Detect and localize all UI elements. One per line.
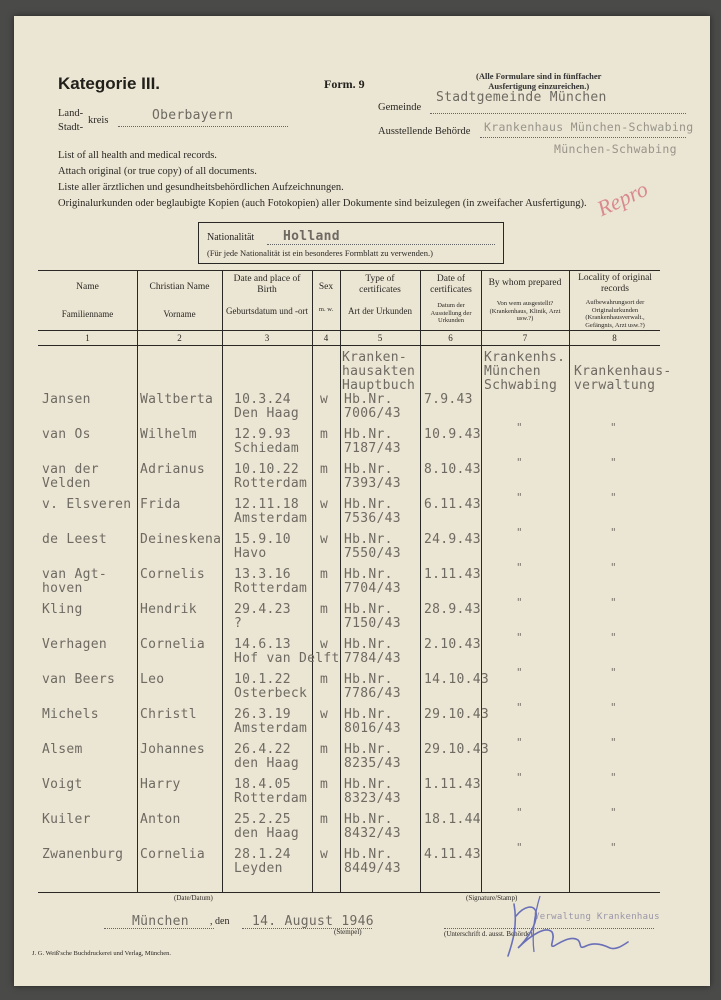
cell-prepared-by-ditto: " bbox=[516, 526, 523, 539]
cell-cert-line1: Hb.Nr. bbox=[344, 532, 393, 547]
cell-cert-line1: Hb.Nr. bbox=[344, 847, 393, 862]
cell-birth-date: 29.4.23 bbox=[234, 602, 291, 617]
behoerde-underline bbox=[480, 137, 686, 138]
cell-surname: van Agt- bbox=[42, 567, 108, 582]
cell-cert-date: 6.11.43 bbox=[424, 497, 481, 512]
cell-surname: van Beers bbox=[42, 672, 116, 687]
behoerde-value-line2: München-Schwabing bbox=[554, 142, 677, 156]
cell-locality-ditto: " bbox=[610, 421, 617, 434]
cell-cert-line1: Hb.Nr. bbox=[344, 742, 393, 757]
cell-prepared-by-ditto: " bbox=[516, 701, 523, 714]
cell-cert-line1: Hb.Nr. bbox=[344, 497, 393, 512]
cell-first-name: Anton bbox=[140, 812, 181, 827]
cell-cert-line2: 7704/43 bbox=[344, 581, 401, 596]
cell-prepared-by-ditto: " bbox=[516, 421, 523, 434]
cell-birth-date: 14.6.13 bbox=[234, 637, 291, 652]
cell-sex: m bbox=[320, 462, 329, 477]
cell-cert-date: 10.9.43 bbox=[424, 427, 481, 442]
cell-sex: w bbox=[320, 532, 329, 547]
cell-sex: m bbox=[320, 812, 329, 827]
cell-sex: m bbox=[320, 742, 329, 757]
col-header-de: m. w. bbox=[318, 306, 334, 313]
cell-birth-place: Hof van Delft bbox=[234, 651, 340, 666]
cell-birth-place: den Haag bbox=[234, 756, 300, 771]
cell-first-name: Hendrik bbox=[140, 602, 197, 617]
cell-sex: m bbox=[320, 602, 329, 617]
instruction-line: Originalurkunden oder beglaubigte Kopien (auch Fotokopien) aller Dokumente sind beizulegen (in zweifacher Ausfertigung). bbox=[58, 198, 587, 209]
cell-surname: van der bbox=[42, 462, 99, 477]
col-divider bbox=[481, 270, 482, 892]
instruction-line: List of all health and medical records. bbox=[58, 150, 217, 161]
col-divider bbox=[312, 270, 313, 892]
cell-prepared-by-ditto: " bbox=[516, 491, 523, 504]
cell-locality-ditto: " bbox=[610, 736, 617, 749]
cell-cert-line2: 7550/43 bbox=[344, 546, 401, 561]
gemeinde-value: Stadtgemeinde München bbox=[436, 90, 607, 105]
col-number: 7 bbox=[522, 333, 528, 343]
nationality-box bbox=[198, 222, 504, 264]
cell-birth-place: Leyden bbox=[234, 861, 283, 876]
cell-birth-date: 15.9.10 bbox=[234, 532, 291, 547]
cell-first-name: Wilhelm bbox=[140, 427, 197, 442]
signature-label: (Signature/Stamp) bbox=[466, 894, 518, 902]
cell-sex: w bbox=[320, 392, 329, 407]
cell-locality-ditto: " bbox=[610, 806, 617, 819]
table-header-border bbox=[38, 330, 660, 331]
cell-first-name: Leo bbox=[140, 672, 165, 687]
cell-surname: Michels bbox=[42, 707, 99, 722]
cell-cert-date: 1.11.43 bbox=[424, 777, 481, 792]
cell-birth-date: 18.4.05 bbox=[234, 777, 291, 792]
form-number: Form. 9 bbox=[324, 77, 365, 91]
cell-birth-place: Amsterdam bbox=[234, 511, 308, 526]
col-divider bbox=[137, 270, 138, 892]
cell-prepared-by-ditto: " bbox=[516, 561, 523, 574]
cell-cert-date: 14.10.43 bbox=[424, 672, 490, 687]
col-header-en: Sex bbox=[318, 282, 334, 292]
cell-birth-date: 10.1.22 bbox=[234, 672, 291, 687]
cell-cert-date: 24.9.43 bbox=[424, 532, 481, 547]
cell-surname: Kuiler bbox=[42, 812, 91, 827]
stempel-label: (Stempel) bbox=[334, 928, 362, 936]
cell-cert-date: 29.10.43 bbox=[424, 707, 490, 722]
col-header-en: Locality of original records bbox=[578, 273, 652, 294]
cell-first-name: Frida bbox=[140, 497, 181, 512]
category-title: Kategorie III. bbox=[58, 74, 161, 93]
table-top-border bbox=[38, 270, 660, 271]
cell-surname: Voigt bbox=[42, 777, 83, 792]
locality-line1: Krankenhaus- bbox=[574, 364, 672, 379]
cell-surname: Jansen bbox=[42, 392, 91, 407]
col-divider bbox=[569, 270, 570, 892]
document-page bbox=[14, 16, 710, 986]
cell-cert-line1: Hb.Nr. bbox=[344, 392, 393, 407]
cell-cert-date: 28.9.43 bbox=[424, 602, 481, 617]
col-header-de: Aufbewahrungsort der Originalurkunden (Krankenhausverwalt., Gefängnis, Arzt usw.?) bbox=[585, 299, 645, 329]
col-header-de: Von wem ausgestellt? (Krankenhaus, Klinik, Arzt usw.?) bbox=[489, 300, 561, 322]
cell-first-name: Cornelia bbox=[140, 637, 206, 652]
cell-surname: van Os bbox=[42, 427, 91, 442]
col-header-en: Christian Name bbox=[149, 282, 210, 292]
col-number: 6 bbox=[448, 333, 453, 343]
cell-cert-date: 2.10.43 bbox=[424, 637, 481, 652]
cell-cert-line2: 8432/43 bbox=[344, 826, 401, 841]
cell-cert-line2: 7786/43 bbox=[344, 686, 401, 701]
cell-prepared-by-ditto: " bbox=[516, 736, 523, 749]
col-header-de: Art der Urkunden bbox=[348, 306, 412, 316]
cell-cert-date: 8.10.43 bbox=[424, 462, 481, 477]
cell-birth-date: 10.10.22 bbox=[234, 462, 300, 477]
signature-icon bbox=[494, 886, 634, 966]
footer-place: München bbox=[132, 914, 189, 929]
cell-birth-date: 13.3.16 bbox=[234, 567, 291, 582]
cell-birth-date: 26.3.19 bbox=[234, 707, 291, 722]
cell-cert-line1: Hb.Nr. bbox=[344, 637, 393, 652]
behoerde-value-line1: Krankenhaus München-Schwabing bbox=[484, 120, 694, 134]
cell-first-name: Adrianus bbox=[140, 462, 206, 477]
cell-cert-line2: 7536/43 bbox=[344, 511, 401, 526]
cell-locality-ditto: " bbox=[610, 491, 617, 504]
col-header-en: Name bbox=[76, 282, 99, 292]
cell-surname: v. Elsveren bbox=[42, 497, 132, 512]
printer-imprint: J. G. Weiß'sche Buchdruckerei und Verlag, München. bbox=[32, 950, 172, 957]
copies-note-line1: (Alle Formulare sind in fünffacher bbox=[476, 71, 602, 81]
prepared-by-line2: München bbox=[484, 364, 541, 379]
col-number: 3 bbox=[264, 333, 270, 343]
land-label: Land- bbox=[58, 108, 84, 119]
cell-birth-date: 12.11.18 bbox=[234, 497, 300, 512]
cert-type-line1: Kranken- bbox=[342, 350, 408, 365]
cell-cert-line2: 8323/43 bbox=[344, 791, 401, 806]
date-label: (Date/Datum) bbox=[174, 894, 213, 902]
cell-cert-line1: Hb.Nr. bbox=[344, 672, 393, 687]
cell-sex: m bbox=[320, 567, 329, 582]
prepared-by-line1: Krankenhs. bbox=[484, 350, 566, 365]
cell-birth-place: Havo bbox=[234, 546, 267, 561]
cell-locality-ditto: " bbox=[610, 526, 617, 539]
cell-cert-line2: 7784/43 bbox=[344, 651, 401, 666]
cell-birth-place: den Haag bbox=[234, 826, 300, 841]
nationality-underline bbox=[267, 244, 495, 245]
cell-locality-ditto: " bbox=[610, 701, 617, 714]
behoerde-label: Ausstellende Behörde bbox=[378, 126, 471, 137]
cell-cert-line1: Hb.Nr. bbox=[344, 427, 393, 442]
cell-first-name: Christl bbox=[140, 707, 197, 722]
cell-cert-date: 29.10.43 bbox=[424, 742, 490, 757]
footer-date: 14. August 1946 bbox=[252, 914, 374, 929]
col-number: 8 bbox=[612, 333, 617, 343]
cell-locality-ditto: " bbox=[610, 666, 617, 679]
cell-birth-date: 10.3.24 bbox=[234, 392, 291, 407]
cell-birth-date: 12.9.93 bbox=[234, 427, 291, 442]
kreis-label: kreis bbox=[88, 115, 109, 126]
col-divider bbox=[420, 270, 421, 892]
footer-den: , den bbox=[210, 916, 230, 927]
cell-surname: Alsem bbox=[42, 742, 83, 757]
col-number: 1 bbox=[85, 333, 90, 343]
cell-cert-date: 4.11.43 bbox=[424, 847, 481, 862]
cell-cert-line2: 8235/43 bbox=[344, 756, 401, 771]
table-number-border bbox=[38, 345, 660, 346]
nationality-value: Holland bbox=[283, 229, 340, 244]
copies-note bbox=[476, 71, 601, 91]
cert-type-line3: Hauptbuch bbox=[342, 378, 416, 393]
col-number: 5 bbox=[377, 333, 383, 343]
cell-prepared-by-ditto: " bbox=[516, 771, 523, 784]
cell-locality-ditto: " bbox=[610, 456, 617, 469]
cell-prepared-by-ditto: " bbox=[516, 456, 523, 469]
cell-surname-line2: Velden bbox=[42, 476, 91, 491]
stamp-text: Verwaltung Krankenhaus bbox=[534, 912, 660, 922]
cell-cert-line2: 7393/43 bbox=[344, 476, 401, 491]
cell-locality-ditto: " bbox=[610, 841, 617, 854]
cell-cert-line1: Hb.Nr. bbox=[344, 462, 393, 477]
col-header-en: Date and place of Birth bbox=[233, 274, 301, 295]
cell-sex: w bbox=[320, 637, 329, 652]
col-header-de: Datum der Ausstellung der Urkunden bbox=[430, 302, 472, 324]
cell-surname-line2: hoven bbox=[42, 581, 83, 596]
cell-birth-place: Rotterdam bbox=[234, 791, 308, 806]
cell-first-name: Johannes bbox=[140, 742, 206, 757]
cell-cert-date: 18.1.44 bbox=[424, 812, 481, 827]
cell-cert-date: 7.9.43 bbox=[424, 392, 473, 407]
kreis-underline bbox=[118, 126, 288, 127]
gemeinde-underline bbox=[430, 113, 686, 114]
cell-birth-place: Osterbeck bbox=[234, 686, 308, 701]
cell-cert-line2: 8016/43 bbox=[344, 721, 401, 736]
cell-surname: Kling bbox=[42, 602, 83, 617]
col-header-de: Familienname bbox=[61, 309, 114, 319]
cell-sex: w bbox=[320, 707, 329, 722]
cell-surname: Verhagen bbox=[42, 637, 108, 652]
col-header-en: By whom prepared bbox=[488, 278, 562, 288]
cell-sex: m bbox=[320, 672, 329, 687]
cell-birth-date: 26.4.22 bbox=[234, 742, 291, 757]
cell-first-name: Waltberta bbox=[140, 392, 214, 407]
unterschrift-label: (Unterschrift d. ausst. Behörde) bbox=[444, 930, 533, 938]
col-divider bbox=[222, 270, 223, 892]
cell-locality-ditto: " bbox=[610, 596, 617, 609]
cell-sex: m bbox=[320, 427, 329, 442]
nationality-note: (Für jede Nationalität ist ein besonderes Formblatt zu verwenden.) bbox=[207, 248, 433, 258]
cell-cert-line1: Hb.Nr. bbox=[344, 567, 393, 582]
cell-prepared-by-ditto: " bbox=[516, 631, 523, 644]
cell-birth-place: Den Haag bbox=[234, 406, 300, 421]
nationality-label: Nationalität bbox=[207, 232, 255, 243]
instructions bbox=[58, 148, 587, 212]
col-number: 4 bbox=[323, 333, 329, 343]
cell-cert-line1: Hb.Nr. bbox=[344, 777, 393, 792]
cert-type-line2: hausakten bbox=[342, 364, 416, 379]
cell-locality-ditto: " bbox=[610, 771, 617, 784]
red-handwritten-mark: Repro bbox=[592, 176, 652, 222]
col-header-en: Date of certificates bbox=[430, 274, 472, 295]
cell-first-name: Harry bbox=[140, 777, 181, 792]
instruction-line: Attach original (or true copy) of all documents. bbox=[58, 166, 257, 177]
cell-birth-place: Rotterdam bbox=[234, 581, 308, 596]
col-header-de: Geburtsdatum und -ort bbox=[226, 306, 308, 316]
cell-sex: w bbox=[320, 847, 329, 862]
cell-cert-line2: 7150/43 bbox=[344, 616, 401, 631]
cell-sex: w bbox=[320, 497, 329, 512]
gemeinde-label: Gemeinde bbox=[378, 102, 422, 113]
cell-cert-line1: Hb.Nr. bbox=[344, 812, 393, 827]
copies-note-line2: Ausfertigung einzureichen.) bbox=[488, 81, 590, 91]
cell-prepared-by-ditto: " bbox=[516, 841, 523, 854]
col-divider bbox=[340, 270, 341, 892]
cell-first-name: Deineskena bbox=[140, 532, 222, 547]
cell-prepared-by-ditto: " bbox=[516, 806, 523, 819]
cell-cert-line2: 8449/43 bbox=[344, 861, 401, 876]
cell-cert-date: 1.11.43 bbox=[424, 567, 481, 582]
kreis-value: Oberbayern bbox=[152, 108, 234, 123]
cell-birth-place: Schiedam bbox=[234, 441, 300, 456]
cell-cert-line2: 7187/43 bbox=[344, 441, 401, 456]
cell-surname: de Leest bbox=[42, 532, 108, 547]
cell-birth-date: 25.2.25 bbox=[234, 812, 291, 827]
cell-cert-line1: Hb.Nr. bbox=[344, 602, 393, 617]
cell-birth-date: 28.1.24 bbox=[234, 847, 291, 862]
col-number: 2 bbox=[177, 333, 182, 343]
cell-cert-line1: Hb.Nr. bbox=[344, 707, 393, 722]
locality-line2: verwaltung bbox=[574, 378, 656, 393]
col-header-de: Vorname bbox=[163, 309, 196, 319]
prepared-by-line3: Schwabing bbox=[484, 378, 558, 393]
cell-prepared-by-ditto: " bbox=[516, 666, 523, 679]
col-header-en: Type of certificates bbox=[359, 274, 401, 295]
stadt-label: Stadt- bbox=[58, 122, 84, 133]
cell-cert-line2: 7006/43 bbox=[344, 406, 401, 421]
instruction-line: Liste aller ärztlichen und gesundheitsbehördlichen Aufzeichnungen. bbox=[58, 182, 344, 193]
cell-surname: Zwanenburg bbox=[42, 847, 124, 862]
cell-sex: m bbox=[320, 777, 329, 792]
cell-first-name: Cornelis bbox=[140, 567, 206, 582]
cell-birth-place: ? bbox=[234, 616, 243, 631]
cell-locality-ditto: " bbox=[610, 631, 617, 644]
cell-prepared-by-ditto: " bbox=[516, 596, 523, 609]
cell-birth-place: Rotterdam bbox=[234, 476, 308, 491]
cell-locality-ditto: " bbox=[610, 561, 617, 574]
cell-first-name: Cornelia bbox=[140, 847, 206, 862]
cell-birth-place: Amsterdam bbox=[234, 721, 308, 736]
